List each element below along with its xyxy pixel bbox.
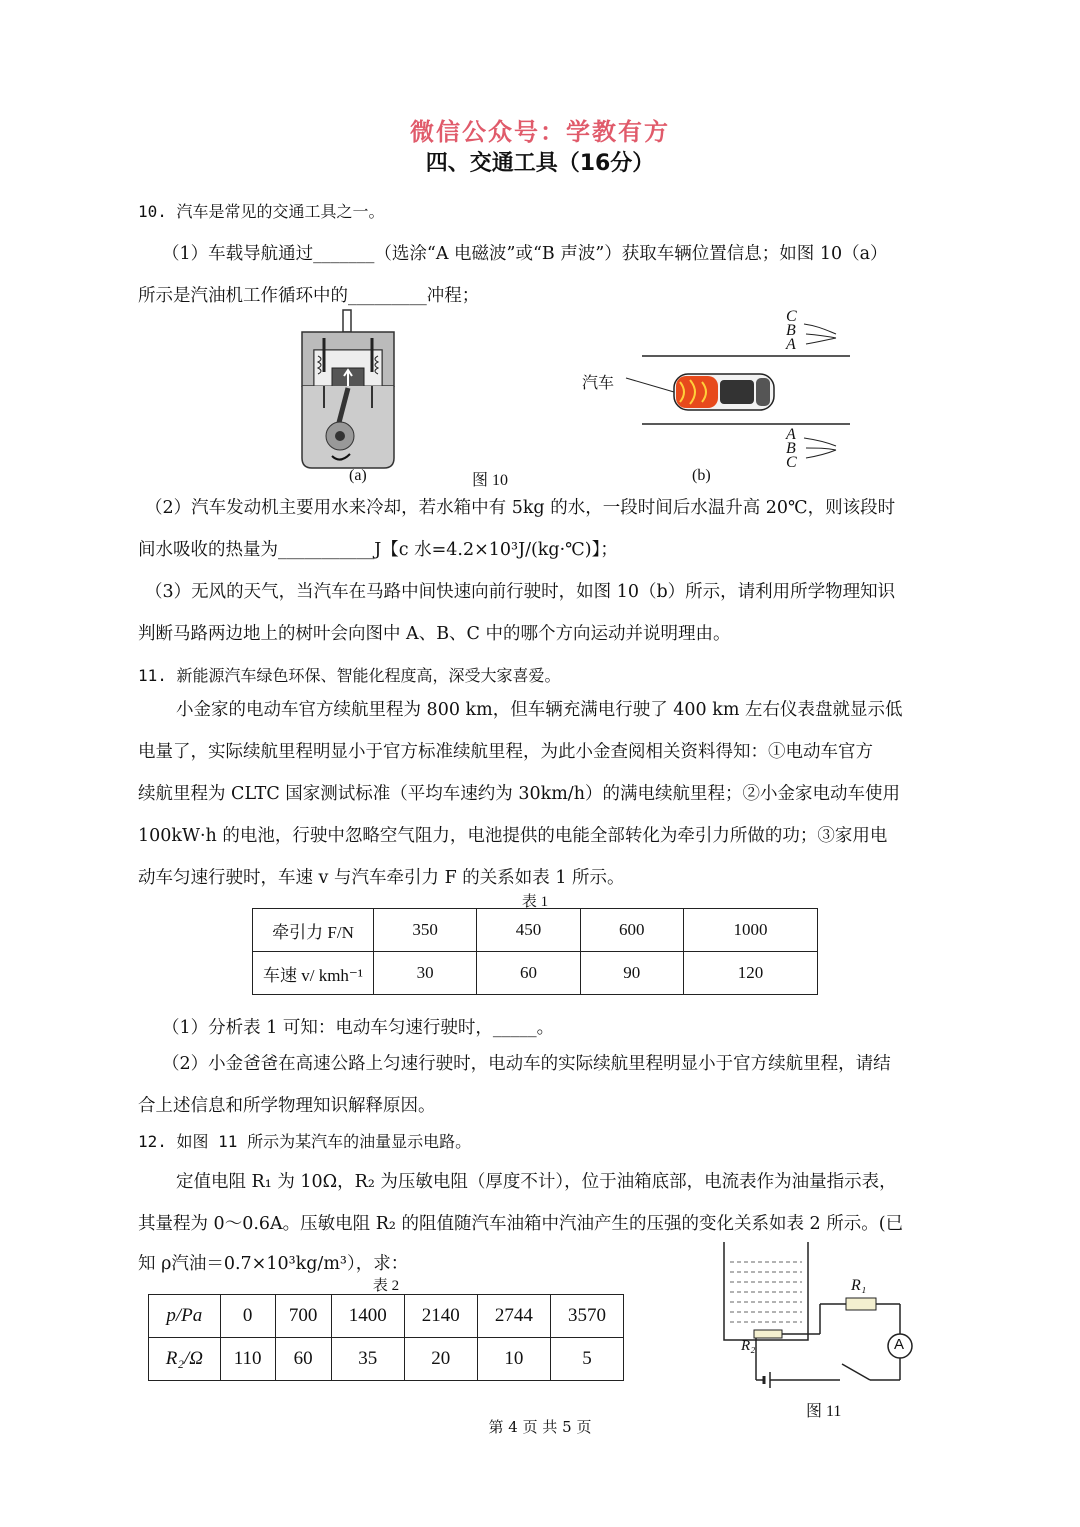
q11-stem: 11. 新能源汽车绿色环保、智能化程度高，深受大家喜爱。 (138, 666, 561, 685)
table-cell: p/Pa (149, 1295, 221, 1338)
fig10-caption: 图 10 (472, 472, 509, 489)
q10-p3-line1: （3）无风的天气，当汽车在马路中间快速向前行驶时，如图 10（b）所示，请利用所学物理知识 (145, 582, 896, 602)
car-label: 汽车 (582, 373, 615, 392)
letters-top (786, 310, 797, 352)
table-cell: 3570 (550, 1295, 623, 1338)
q11-p2-line2: 合上述信息和所学物理知识解释原因。 (138, 1096, 436, 1116)
letter-a-top: A (786, 336, 796, 353)
q11-body-line: 100kW·h 的电池，行驶中忽略空气阻力，电池提供的电能全部转化为牵引力所做的功；③家用电 (138, 826, 888, 846)
road-car-figure (570, 310, 860, 480)
q10-p2-line1: （2）汽车发动机主要用水来冷却，若水箱中有 5kg 的水，一段时间后水温升高 20℃，则该段时 (145, 498, 896, 518)
table2-caption: 表 2 (372, 1278, 400, 1294)
q12-line2: 其量程为 0～0.6A。压敏电阻 R₂ 的阻值随汽车油箱中汽油产生的压强的变化关系如表 2 所示。(已 (138, 1214, 904, 1234)
table-cell: 30 (374, 952, 477, 995)
q12-line1: 定值电阻 R₁ 为 10Ω，R₂ 为压敏电阻（厚度不计），位于油箱底部，电流表作为油量指示表， (176, 1172, 897, 1192)
q11-p1: （1）分析表 1 可知：电动车匀速行驶时，_____。 (162, 1018, 555, 1038)
table-cell: 1400 (331, 1295, 404, 1338)
ammeter-icon: A (894, 1336, 905, 1353)
q10-p1-line2: 所示是汽油机工作循环中的_________冲程； (138, 286, 480, 306)
q11-p2-line1: （2）小金爸爸在高速公路上匀速行驶时，电动车的实际续航里程明显小于官方续航里程，请结 (162, 1054, 891, 1074)
r2-label: R₂ (741, 1338, 756, 1354)
table-cell: R₂/Ω (149, 1338, 221, 1381)
q12-line3: 知 ρ汽油＝0.7×10³kg/m³），求： (138, 1254, 409, 1274)
oil-hatching (730, 1262, 802, 1322)
table-row (149, 1295, 624, 1338)
table-cell: 10 (477, 1338, 550, 1381)
table-cell: 2140 (404, 1295, 477, 1338)
letter-c-bottom: C (786, 454, 797, 471)
table-cell: 60 (477, 952, 580, 995)
q11-body-line: 小金家的电动车官方续航里程为 800 km，但车辆充满电行驶了 400 km 左右仪表盘就显示低 (176, 700, 903, 720)
q12-stem: 12. 如图 11 所示为某汽车的油量显示电路。 (138, 1132, 472, 1151)
r1-label: R₁ (851, 1277, 867, 1294)
table-cell: 2744 (477, 1295, 550, 1338)
q10-p3-line2: 判断马路两边地上的树叶会向图中 A、B、C 中的哪个方向运动并说明理由。 (138, 624, 731, 644)
table-row (149, 1338, 624, 1381)
table-cell: 1000 (683, 909, 817, 952)
table-cell: 450 (477, 909, 580, 952)
table-cell: 120 (683, 952, 817, 995)
table-cell: 35 (331, 1338, 404, 1381)
table-cell: 车速 v/ kmh⁻¹ (253, 952, 374, 995)
letter-b-bottom: B (786, 440, 796, 457)
fig10-a-label: (a) (349, 467, 367, 484)
table1 (252, 908, 818, 995)
fig10-b-label: (b) (692, 467, 711, 484)
table-row (253, 952, 818, 995)
q10-stem: 10. 汽车是常见的交通工具之一。 (138, 202, 385, 221)
q10-p1-line1: （1）车载导航通过_______（选涂“A 电磁波”或“B 声波”）获取车辆位置信息；如图 10（a） (162, 244, 888, 264)
q10-p2-line2: 间水吸收的热量为___________J【c 水=4.2×10³J/(kg·℃)】； (138, 540, 618, 560)
page-footer: 第 4 页 共 5 页 (488, 1418, 592, 1436)
oil-circuit-figure (716, 1240, 916, 1390)
letter-c-top: C (786, 308, 797, 325)
table-cell: 600 (580, 909, 683, 952)
table-row (253, 909, 818, 952)
engine-cylinder-figure (298, 308, 398, 470)
table-cell: 20 (404, 1338, 477, 1381)
table-cell: 90 (580, 952, 683, 995)
section-title: 四、交通工具（16分） (425, 151, 655, 176)
fig11-caption: 图 11 (806, 1403, 842, 1420)
letters-bottom (786, 428, 797, 470)
table1-caption: 表 1 (521, 894, 549, 910)
watermark: 微信公众号：学教有方 (410, 118, 670, 146)
q11-body-line: 电量了，实际续航里程明显小于官方标准续航里程，为此小金查阅相关资料得知：①电动车官方 (138, 742, 873, 762)
table-cell: 350 (374, 909, 477, 952)
table-cell: 700 (275, 1295, 331, 1338)
q11-body-line: 续航里程为 CLTC 国家测试标准（平均车速约为 30km/h）的满电续航里程；②小金家电动车使用 (138, 784, 900, 804)
letter-b-top: B (786, 322, 796, 339)
table-cell: 0 (220, 1295, 275, 1338)
letter-a-bottom: A (786, 426, 796, 443)
table-cell: 110 (220, 1338, 275, 1381)
table-cell: 5 (550, 1338, 623, 1381)
table-cell: 牵引力 F/N (253, 909, 374, 952)
table-cell: 60 (275, 1338, 331, 1381)
table2 (148, 1294, 624, 1381)
q11-body-line: 动车匀速行驶时，车速 v 与汽车牵引力 F 的关系如表 1 所示。 (138, 868, 625, 888)
